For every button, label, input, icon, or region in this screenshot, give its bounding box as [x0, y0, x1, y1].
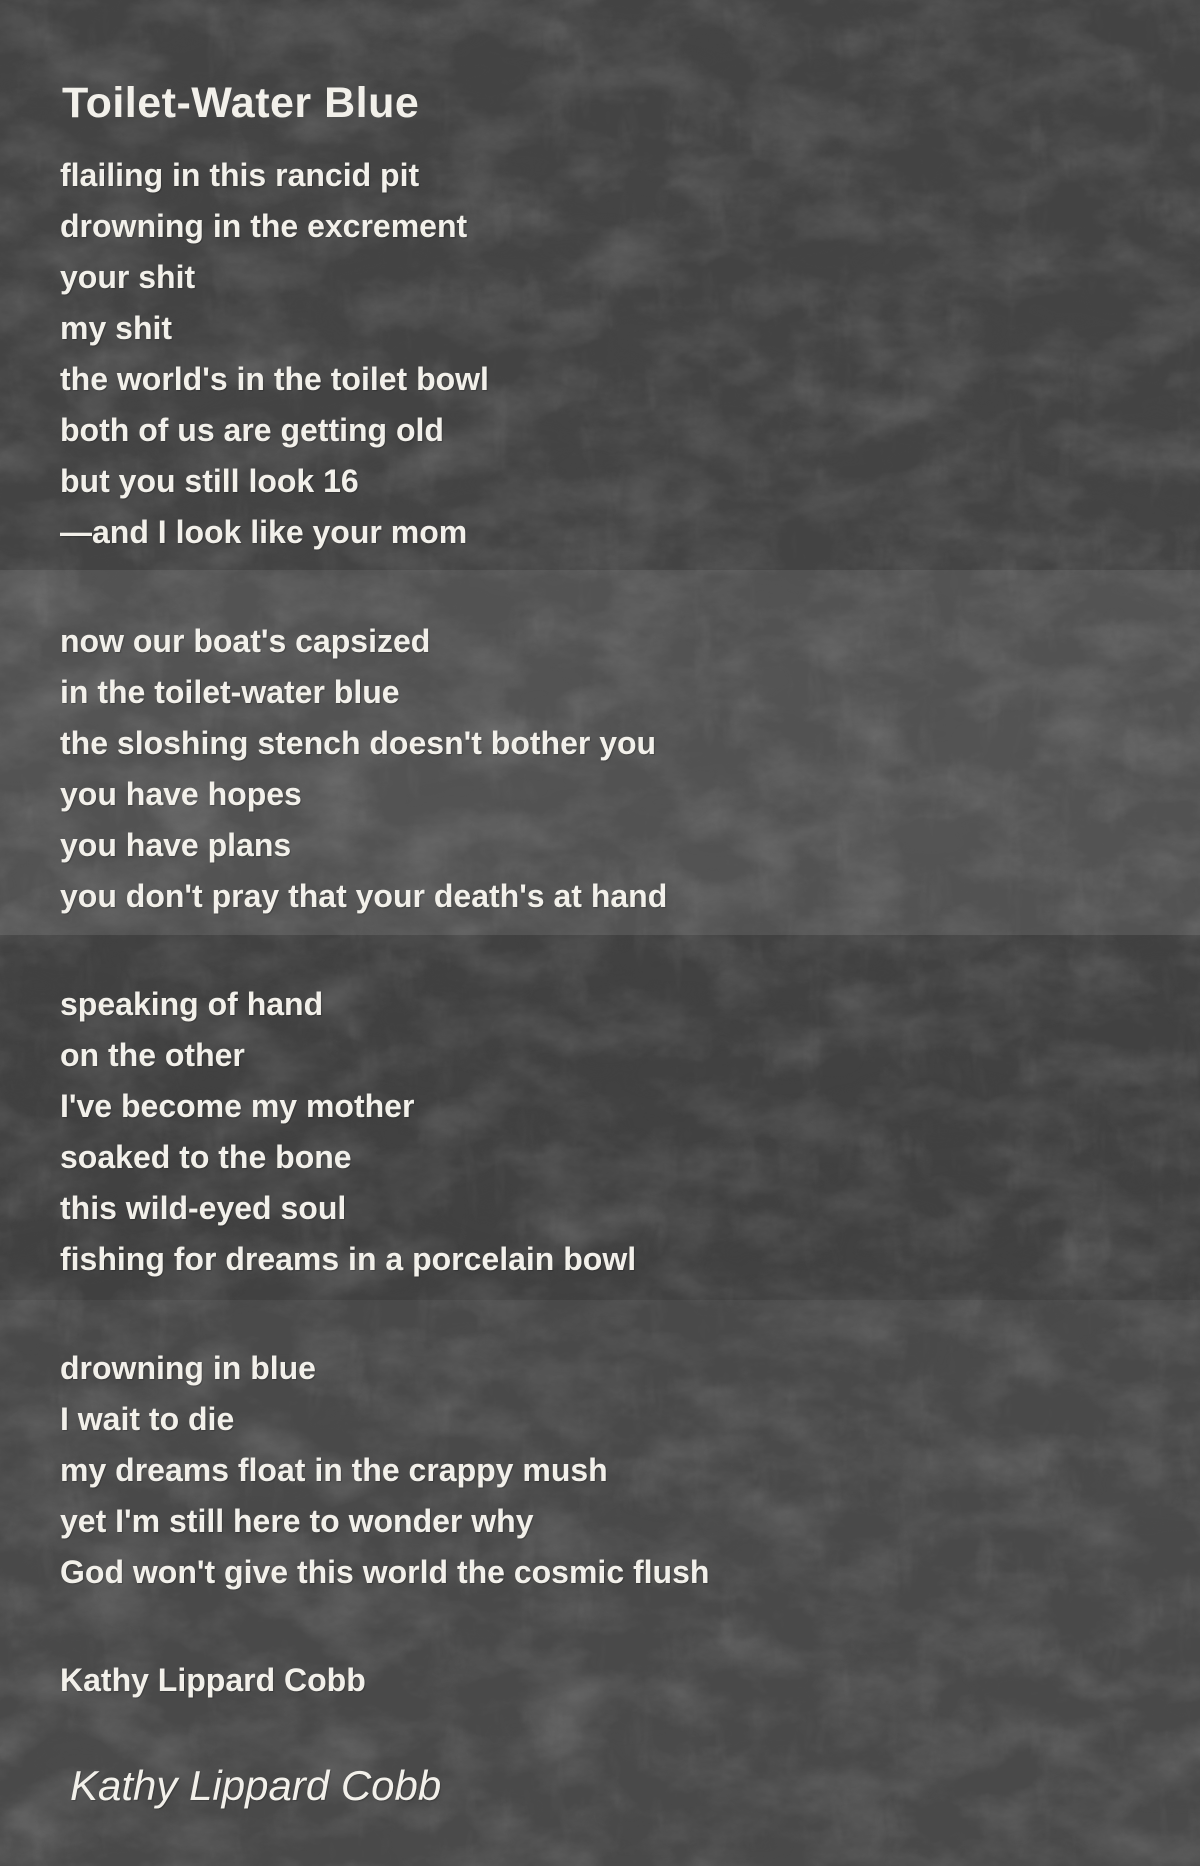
poem-line: drowning in the excrement: [60, 208, 468, 244]
poem-line: my dreams float in the crappy mush: [60, 1451, 608, 1488]
poem-line: drowning in blue: [60, 1349, 316, 1386]
poem-line: but you still look 16: [60, 463, 359, 499]
stanza: [60, 1343, 709, 1598]
poem-line: yet I'm still here to wonder why: [60, 1502, 534, 1539]
poem-line: soaked to the bone: [60, 1139, 352, 1175]
poem: [60, 150, 709, 1598]
poem-line: your shit: [60, 259, 196, 295]
poem-line: this wild-eyed soul: [60, 1190, 347, 1226]
poem-line: —and I look like your mom: [60, 514, 468, 550]
poem-line: you don't pray that your death's at hand: [60, 877, 668, 914]
poem-line: I've become my mother: [60, 1088, 415, 1124]
poem-line: speaking of hand: [60, 986, 324, 1022]
poem-line: in the toilet-water blue: [60, 673, 400, 710]
page-title: Toilet-Water Blue: [62, 78, 420, 127]
poem-line: flailing in this rancid pit: [60, 157, 420, 193]
stanza: [60, 979, 709, 1285]
poem-line: the world's in the toilet bowl: [60, 361, 489, 397]
poem-line: God won't give this world the cosmic flush: [60, 1553, 710, 1590]
author-signature-italic: Kathy Lippard Cobb: [70, 1762, 442, 1809]
poem-line: my shit: [60, 310, 173, 346]
poem-line: you have hopes: [60, 775, 302, 812]
stanza: [60, 150, 709, 558]
poem-line: you have plans: [60, 826, 292, 863]
poem-line: now our boat's capsized: [60, 622, 431, 659]
poem-line: fishing for dreams in a porcelain bowl: [60, 1241, 637, 1277]
author-name: Kathy Lippard Cobb: [60, 1662, 366, 1698]
poem-line: both of us are getting old: [60, 412, 444, 448]
poem-line: on the other: [60, 1037, 245, 1073]
poem-line: I wait to die: [60, 1400, 235, 1437]
poem-line: the sloshing stench doesn't bother you: [60, 724, 657, 761]
stanza: [60, 616, 709, 922]
